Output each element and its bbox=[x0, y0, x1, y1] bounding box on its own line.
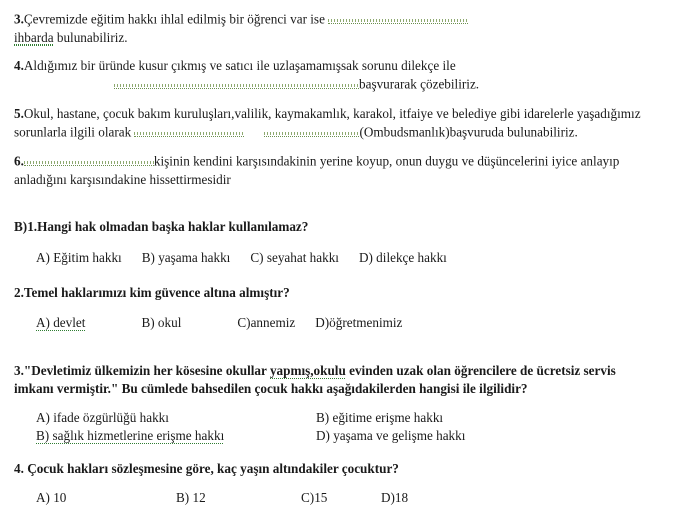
option-b[interactable] bbox=[316, 409, 443, 427]
fill-in-item-3 bbox=[14, 10, 664, 47]
item-number: 6. bbox=[14, 153, 24, 169]
option-d-label: D) dilekçe hakkı bbox=[358, 250, 447, 265]
item-number: 4. bbox=[14, 58, 24, 73]
item-number: 3. bbox=[14, 11, 24, 27]
option-c[interactable] bbox=[301, 489, 381, 507]
option-c-label: C)15 bbox=[301, 490, 328, 505]
fill-in-item-6 bbox=[14, 152, 664, 189]
option-a[interactable] bbox=[36, 409, 316, 427]
spellcheck-word: ihbarda bbox=[14, 29, 54, 45]
option-b[interactable] bbox=[176, 489, 301, 507]
option-b-label: B) eğitime erişme hakkı bbox=[316, 410, 444, 425]
question-2-title: 2.Temel haklarımızı kim güvence altına almıştır? bbox=[14, 285, 290, 300]
option-a[interactable] bbox=[36, 314, 85, 332]
item-text-tail: başvurarak çözebiliriz. bbox=[359, 76, 480, 92]
item-text-line1: kişinin kendini karşısındakinin yerine koyup, onun duygu ve düşüncelerini iyice anlayıp bbox=[153, 153, 620, 169]
option-a[interactable] bbox=[36, 249, 122, 267]
question-3-options-row-1 bbox=[36, 409, 664, 427]
question-4-heading bbox=[14, 460, 664, 478]
section-b-options bbox=[14, 249, 664, 267]
question-4-title: 4. Çocuk hakları sözleşmesine göre, kaç yaşın altındakiler çocuktur? bbox=[14, 461, 399, 476]
question-3-options-row-2 bbox=[36, 427, 664, 445]
item-text-tail: bulunabiliriz. bbox=[53, 29, 128, 45]
fill-in-item-5 bbox=[14, 105, 664, 142]
question-3-options bbox=[14, 409, 664, 445]
blank-line[interactable] bbox=[24, 152, 154, 166]
option-d[interactable] bbox=[316, 427, 465, 445]
question-2-heading bbox=[14, 284, 664, 302]
section-b-heading bbox=[14, 218, 664, 236]
option-c[interactable] bbox=[36, 427, 316, 445]
question-4-options bbox=[14, 489, 664, 507]
option-c-label: B) sağlık hizmetlerine erişme hakkı bbox=[36, 428, 225, 444]
item-text-line2-pre: sorunlarla ilgili olarak bbox=[14, 124, 135, 140]
option-d-label: D)18 bbox=[381, 490, 409, 505]
blank-line-2[interactable] bbox=[264, 123, 359, 137]
option-b-label: B) yaşama hakkı bbox=[141, 250, 231, 265]
question-3-title-post: evinden uzak olan öğrencilere de ücretsiz servis bbox=[345, 363, 616, 378]
item-number: 5. bbox=[14, 106, 24, 121]
question-3-title-pre: 3."Devletimiz ülkemizin her kösesine okullar bbox=[14, 363, 270, 378]
option-a-label: A) 10 bbox=[36, 490, 67, 505]
item-text: Çevremizde eğitim hakkı ihlal edilmiş bir öğrenci var ise bbox=[23, 11, 329, 27]
option-c-label: C)annemiz bbox=[237, 315, 296, 330]
option-b-label: B) okul bbox=[141, 315, 182, 330]
blank-line[interactable] bbox=[114, 75, 359, 89]
option-b-label: B) 12 bbox=[176, 490, 206, 505]
option-d-label: D)öğretmenimiz bbox=[315, 315, 403, 330]
option-c-label: C) seyahat hakkı bbox=[250, 250, 339, 265]
item-text-line2-mid: (Ombudsmanlık) bbox=[359, 124, 450, 140]
option-a-label: A) devlet bbox=[36, 315, 86, 330]
blank-line[interactable] bbox=[328, 10, 468, 24]
item-text-line2-post: başvuruda bulunabiliriz. bbox=[449, 124, 578, 140]
option-d[interactable] bbox=[359, 249, 447, 267]
item-text-line2: anladığını karşısındakine hissettirmesidir bbox=[14, 171, 231, 187]
option-b[interactable] bbox=[142, 249, 231, 267]
option-c[interactable] bbox=[237, 314, 295, 332]
blank-line-1[interactable] bbox=[134, 123, 244, 137]
option-d[interactable] bbox=[381, 489, 408, 507]
option-a-label: A) Eğitim hakkı bbox=[36, 250, 122, 265]
fill-in-item-4 bbox=[14, 57, 664, 94]
item-text: Aldığımız bir üründe kusur çıkmış ve satıcı ile uzlaşamamışsak sorunu dilekçe ile bbox=[23, 58, 456, 73]
spellcheck-word: yapmış,okulu bbox=[269, 363, 346, 378]
question-3-title-line2: imkanı vermiştir." Bu cümlede bahsedilen çocuk hakkı aşağıdakilerden hangisi ile ilgilidir? bbox=[14, 381, 528, 397]
item-text-line1: Okul, hastane, çocuk bakım kuruluşları,valilik, kaymakamlık, karakol, itfaiye ve belediye gibi idarelerle yaşadığımız bbox=[23, 106, 641, 121]
option-c[interactable] bbox=[250, 249, 339, 267]
option-a-label: A) ifade özgürlüğü hakkı bbox=[36, 410, 169, 425]
option-b[interactable] bbox=[141, 314, 181, 332]
option-d-label: D) yaşama ve gelişme hakkı bbox=[316, 428, 466, 444]
option-a[interactable] bbox=[36, 489, 176, 507]
question-3-heading bbox=[14, 362, 664, 398]
question-2-options bbox=[14, 314, 664, 332]
option-d[interactable] bbox=[315, 314, 402, 332]
section-b-title: B)1.Hangi hak olmadan başka haklar kullanılamaz? bbox=[14, 219, 309, 234]
